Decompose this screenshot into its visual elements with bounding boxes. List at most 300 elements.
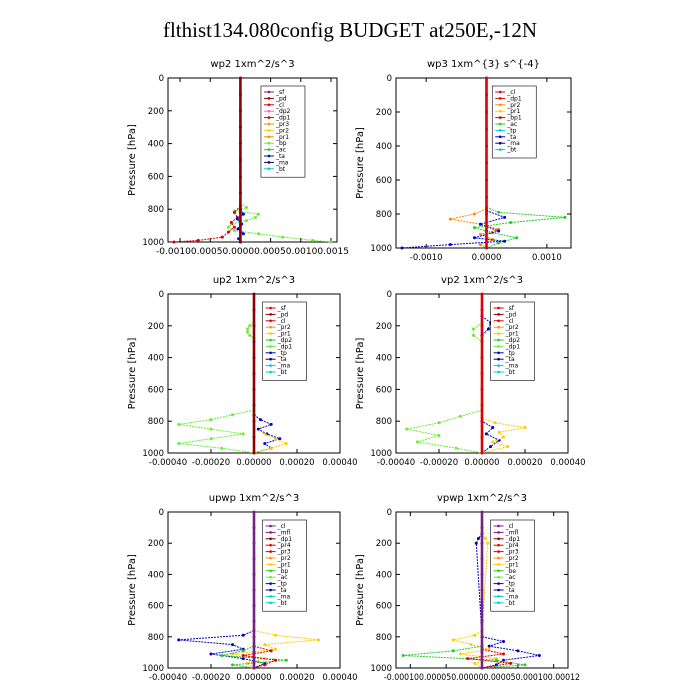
legend-marker: [269, 313, 272, 316]
data-point: [498, 431, 501, 434]
data-point: [488, 645, 491, 648]
y-axis-label: Pressure [hPa]: [355, 337, 366, 410]
legend-entry: _pr2: [275, 127, 290, 135]
y-tick-label: 200: [375, 321, 392, 332]
chart-title: vp2 1xm^2/s^3: [441, 275, 523, 286]
y-tick-label: 200: [147, 321, 164, 332]
data-point: [481, 420, 484, 423]
data-point: [173, 241, 176, 244]
data-point: [248, 324, 251, 327]
data-point: [455, 447, 458, 450]
data-point: [466, 657, 469, 660]
legend-marker: [497, 332, 500, 335]
data-point: [177, 638, 180, 641]
data-point: [438, 421, 441, 424]
legend-marker: [499, 91, 502, 94]
legend-marker: [269, 589, 272, 592]
legend-entry: _pr2: [277, 555, 291, 562]
legend-marker: [268, 136, 271, 139]
legend-marker: [269, 320, 272, 323]
data-point: [239, 175, 242, 178]
legend-marker: [269, 557, 272, 560]
legend-marker: [497, 326, 500, 329]
data-point: [485, 128, 488, 131]
y-tick-label: 200: [147, 106, 164, 117]
legend-entry: _ta: [507, 133, 517, 141]
data-point: [253, 293, 256, 296]
data-point: [253, 542, 256, 545]
data-point: [253, 308, 256, 311]
panel-6: [355, 493, 580, 683]
data-point: [563, 216, 566, 219]
legend-marker: [497, 602, 500, 605]
legend-entry: _ma: [275, 159, 289, 167]
legend-entry: _pr4: [277, 542, 291, 550]
data-point: [481, 308, 484, 311]
data-point: [481, 573, 484, 576]
legend: [492, 86, 536, 158]
data-point: [481, 356, 484, 359]
legend-marker: [269, 595, 272, 598]
data-point: [245, 219, 248, 222]
legend-marker: [499, 129, 502, 132]
data-point: [481, 651, 484, 654]
data-point: [220, 654, 223, 657]
legend-marker: [497, 358, 500, 361]
data-point: [236, 218, 239, 221]
legend-entry: _pd: [275, 95, 287, 103]
y-axis-label: Pressure [hPa]: [127, 124, 138, 196]
data-point: [481, 293, 484, 296]
y-axis-label: Pressure [hPa]: [127, 337, 138, 410]
data-point: [248, 334, 251, 337]
data-point: [220, 447, 223, 450]
data-point: [263, 643, 266, 646]
data-point: [473, 226, 476, 229]
y-tick-label: 600: [147, 172, 164, 183]
y-tick-label: 600: [147, 601, 164, 612]
legend-entry: _ma: [507, 140, 520, 148]
legend-entry: _bt: [275, 165, 286, 173]
legend-marker: [497, 313, 500, 316]
data-point: [242, 649, 245, 652]
x-tick-label: 0.00000: [464, 458, 500, 468]
data-point: [253, 635, 256, 638]
data-point: [524, 426, 527, 429]
legend-entry: _pr1: [505, 561, 519, 569]
y-tick-label: 1000: [142, 238, 164, 248]
data-point: [245, 206, 248, 209]
legend-entry: _bp1: [507, 114, 522, 122]
x-tick-label: 0.00040: [322, 673, 358, 683]
data-point: [485, 196, 488, 199]
data-point: [270, 447, 273, 450]
y-tick-label: 1000: [370, 449, 392, 459]
legend-marker: [268, 123, 271, 126]
data-point: [311, 239, 314, 242]
data-point: [242, 432, 245, 435]
x-tick-label: 0.00020: [279, 673, 315, 683]
data-point: [239, 208, 242, 211]
legend-entry: _sf: [505, 305, 514, 312]
data-point: [472, 334, 475, 337]
legend-marker: [497, 589, 500, 592]
data-point: [538, 654, 541, 657]
x-tick-label: 0.00000: [236, 458, 272, 468]
legend-marker: [497, 364, 500, 367]
y-tick-label: 600: [147, 385, 164, 396]
legend-entry: _pr2: [505, 555, 519, 562]
legend-entry: _sf: [277, 305, 286, 312]
data-point: [242, 654, 245, 657]
legend-entry: _dp1: [275, 114, 291, 122]
data-point: [239, 142, 242, 145]
legend-entry: _cl: [505, 317, 514, 325]
y-axis-label: Pressure [hPa]: [127, 554, 138, 626]
legend-entry: _cl: [507, 89, 516, 96]
x-tick-label: 0.00040: [550, 458, 586, 468]
legend: [491, 520, 535, 611]
data-point: [479, 223, 482, 226]
data-point: [317, 638, 320, 641]
legend-marker: [269, 582, 272, 585]
legend-marker: [268, 91, 271, 94]
legend-marker: [269, 570, 272, 573]
data-point: [485, 179, 488, 182]
legend-marker: [497, 563, 500, 566]
data-point: [197, 239, 200, 242]
chart-title: vpwp 1xm^2/s^3: [436, 493, 528, 504]
legend-marker: [269, 544, 272, 547]
data-point: [237, 227, 240, 230]
legend-marker: [269, 339, 272, 342]
data-point: [477, 537, 480, 540]
y-tick-label: 1000: [142, 449, 164, 459]
data-point: [452, 638, 455, 641]
data-point: [257, 213, 260, 216]
data-point: [449, 218, 452, 221]
legend-entry: _dp1: [507, 95, 522, 103]
legend-entry: _bt: [505, 599, 515, 607]
data-point: [449, 243, 452, 246]
data-point: [254, 216, 257, 219]
data-point: [438, 434, 441, 437]
data-point: [210, 428, 213, 431]
data-point: [481, 372, 484, 375]
data-point: [242, 634, 245, 637]
data-point: [239, 109, 242, 112]
data-point: [253, 589, 256, 592]
data-point: [485, 432, 488, 435]
data-point: [278, 437, 281, 440]
legend-marker: [497, 345, 500, 348]
legend-entry: _dp2: [275, 108, 291, 116]
y-tick-label: 800: [375, 417, 392, 428]
legend-entry: _dp1: [505, 343, 521, 351]
plot-frame: [168, 78, 337, 242]
data-point: [253, 526, 256, 529]
data-point: [524, 663, 527, 666]
data-point: [481, 604, 484, 607]
legend-entry: _ta: [275, 153, 285, 160]
legend-entry: _pr1: [275, 133, 290, 141]
y-tick-label: 0: [158, 508, 164, 518]
data-point: [239, 126, 242, 129]
data-point: [489, 445, 492, 448]
legend-marker: [499, 123, 502, 126]
y-tick-label: 800: [375, 632, 392, 643]
data-point: [253, 651, 256, 654]
legend-entry: _dp1: [505, 535, 521, 543]
legend-entry: _pr2: [507, 101, 521, 109]
data-point: [459, 652, 462, 655]
y-tick-label: 400: [375, 353, 392, 364]
data-point: [210, 418, 213, 421]
data-point: [479, 243, 482, 246]
y-tick-label: 600: [375, 176, 392, 186]
legend-marker: [268, 97, 271, 100]
legend-marker: [268, 161, 271, 164]
legend-marker: [497, 531, 500, 534]
data-point: [227, 226, 230, 229]
x-tick-label: -0.00040: [148, 673, 188, 683]
legend-marker: [497, 582, 500, 585]
data-point: [253, 356, 256, 359]
legend-marker: [499, 104, 502, 107]
legend-entry: _ma: [277, 362, 291, 370]
data-point: [493, 421, 496, 424]
data-point: [405, 428, 408, 431]
legend-entry: _ma: [505, 593, 519, 601]
legend: [491, 302, 535, 380]
legend-marker: [269, 364, 272, 367]
data-point: [285, 659, 288, 662]
legend-marker: [269, 307, 272, 310]
x-tick-label: -0.00100.00050.00000.00050.00100.0015: [156, 247, 349, 257]
legend-entry: _sf: [275, 89, 285, 96]
y-tick-label: 1000: [370, 664, 392, 674]
data-point: [263, 432, 266, 435]
y-tick-label: 0: [386, 508, 392, 518]
legend-entry: _mfl: [277, 529, 291, 537]
legend-entry: _bp: [277, 567, 289, 575]
legend-entry: _pd: [277, 311, 289, 319]
legend-entry: _ma: [277, 593, 291, 601]
x-tick-label: -0.00020: [191, 458, 231, 468]
panel-2: [355, 59, 571, 263]
data-point: [263, 442, 266, 445]
chart-title: upwp 1xm^2/s^3: [208, 493, 300, 504]
y-tick-label: 0: [386, 290, 392, 300]
data-point: [452, 649, 455, 652]
legend-marker: [269, 371, 272, 374]
legend-entry: _dp1: [277, 535, 293, 543]
data-point: [481, 452, 484, 455]
legend-marker: [268, 104, 271, 107]
data-point: [231, 643, 234, 646]
page-title: flthist134.080config BUDGET at250E,-12N: [162, 18, 538, 42]
data-point: [491, 426, 494, 429]
legend-marker: [497, 525, 500, 528]
data-point: [274, 634, 277, 637]
x-tick-label: -0.00020: [191, 673, 231, 683]
legend-marker: [269, 345, 272, 348]
data-point: [486, 542, 489, 545]
legend-marker: [497, 550, 500, 553]
data-point: [481, 526, 484, 529]
legend-entry: _pr3: [277, 548, 291, 556]
x-tick-label: 0.00020: [279, 458, 315, 468]
data-point: [459, 415, 462, 418]
data-point: [475, 542, 478, 545]
legend-entry: _pd: [505, 311, 517, 319]
legend-entry: _pr1: [507, 108, 521, 116]
legend-entry: _bp: [275, 140, 287, 148]
data-point: [274, 648, 277, 651]
legend-entry: _dp1: [277, 343, 293, 351]
data-point: [257, 232, 260, 235]
y-tick-label: 800: [147, 417, 164, 428]
legend-entry: _cl: [275, 101, 284, 109]
y-tick-label: 0: [158, 290, 164, 300]
data-point: [484, 537, 487, 540]
legend-entry: _pr4: [505, 542, 519, 550]
legend-marker: [269, 358, 272, 361]
data-point: [270, 649, 273, 652]
data-point: [231, 663, 234, 666]
data-point: [481, 635, 484, 638]
data-point: [481, 620, 484, 623]
x-tick-label: 0.0000: [471, 253, 502, 263]
legend-marker: [499, 116, 502, 119]
chart-title: wp3 1xm^{3} s^{-4}: [426, 59, 541, 70]
legend-entry: _tp: [277, 580, 287, 588]
legend-entry: _ma: [505, 362, 519, 370]
data-point: [329, 241, 332, 244]
data-point: [509, 662, 512, 665]
data-point: [485, 230, 488, 233]
data-point: [210, 437, 213, 440]
legend-entry: _cl: [277, 523, 286, 530]
data-point: [227, 231, 230, 234]
chart-title: wp2 1xm^2/s^3: [210, 59, 295, 70]
legend: [263, 302, 307, 380]
legend-marker: [499, 142, 502, 145]
x-tick-label: 0.00000: [236, 673, 272, 683]
data-point: [239, 191, 242, 194]
legend-entry: _ac: [505, 574, 516, 582]
data-point: [502, 652, 505, 655]
legend-entry: _dp2: [277, 337, 293, 344]
data-point: [253, 324, 256, 327]
data-point: [242, 657, 245, 660]
x-tick-label: -0.00040: [148, 458, 188, 468]
legend-entry: _bt: [277, 369, 287, 376]
legend-entry: _pr1: [505, 330, 519, 338]
data-point: [177, 442, 180, 445]
data-point: [246, 331, 249, 334]
legend-marker: [268, 116, 271, 119]
legend-entry: _pr1: [277, 330, 291, 338]
legend-marker: [269, 352, 272, 355]
data-point: [239, 224, 242, 227]
data-point: [253, 620, 256, 623]
data-point: [506, 445, 509, 448]
plot-frame: [396, 78, 571, 248]
data-point: [502, 436, 505, 439]
legend-entry: _pr3: [505, 548, 519, 556]
data-point: [497, 230, 500, 233]
legend-entry: _cl: [505, 523, 514, 530]
legend-entry: _dp2: [505, 337, 521, 344]
legend-marker: [499, 110, 502, 113]
y-tick-label: 400: [147, 570, 164, 581]
y-tick-label: 800: [375, 210, 392, 220]
legend-marker: [268, 155, 271, 158]
legend-marker: [268, 129, 271, 132]
legend-entry: _be: [505, 567, 517, 575]
panel-1: [127, 59, 349, 257]
x-tick-label: 0.00040: [322, 458, 358, 468]
data-point: [242, 213, 245, 216]
data-point: [472, 327, 475, 330]
data-point: [239, 241, 242, 244]
legend-marker: [497, 339, 500, 342]
y-tick-label: 200: [147, 539, 164, 550]
legend-entry: _tp: [277, 349, 287, 357]
data-point: [253, 340, 256, 343]
legend-entry: _bt: [277, 599, 287, 607]
data-point: [481, 340, 484, 343]
data-point: [239, 93, 242, 96]
x-tick-label: -0.00040: [376, 458, 416, 468]
y-tick-label: 0: [158, 74, 164, 84]
legend-marker: [269, 576, 272, 579]
data-point: [516, 649, 519, 652]
data-point: [231, 413, 234, 416]
legend-marker: [269, 326, 272, 329]
data-point: [491, 440, 494, 443]
legend-entry: _ta: [505, 587, 515, 594]
legend-marker: [497, 307, 500, 310]
legend-entry: _pr2: [505, 324, 519, 332]
x-tick-label: 0.0010: [531, 253, 562, 263]
y-tick-label: 800: [147, 632, 164, 643]
legend-marker: [499, 136, 502, 139]
data-point: [402, 654, 405, 657]
y-tick-label: 600: [375, 385, 392, 396]
data-point: [481, 589, 484, 592]
legend-entry: _mfl: [505, 529, 519, 537]
legend-marker: [497, 371, 500, 374]
y-tick-label: 1000: [142, 664, 164, 674]
data-point: [274, 659, 277, 662]
data-point: [210, 652, 213, 655]
chart-title: up2 1xm^2/s^3: [212, 275, 296, 286]
data-point: [401, 247, 404, 250]
data-point: [470, 643, 473, 646]
legend-marker: [269, 563, 272, 566]
legend-marker: [269, 525, 272, 528]
legend-marker: [269, 550, 272, 553]
data-point: [253, 420, 256, 423]
data-point: [233, 211, 236, 214]
data-point: [263, 663, 266, 666]
legend: [261, 86, 305, 177]
legend-marker: [499, 97, 502, 100]
legend-entry: _bt: [507, 146, 517, 154]
legend-marker: [497, 570, 500, 573]
